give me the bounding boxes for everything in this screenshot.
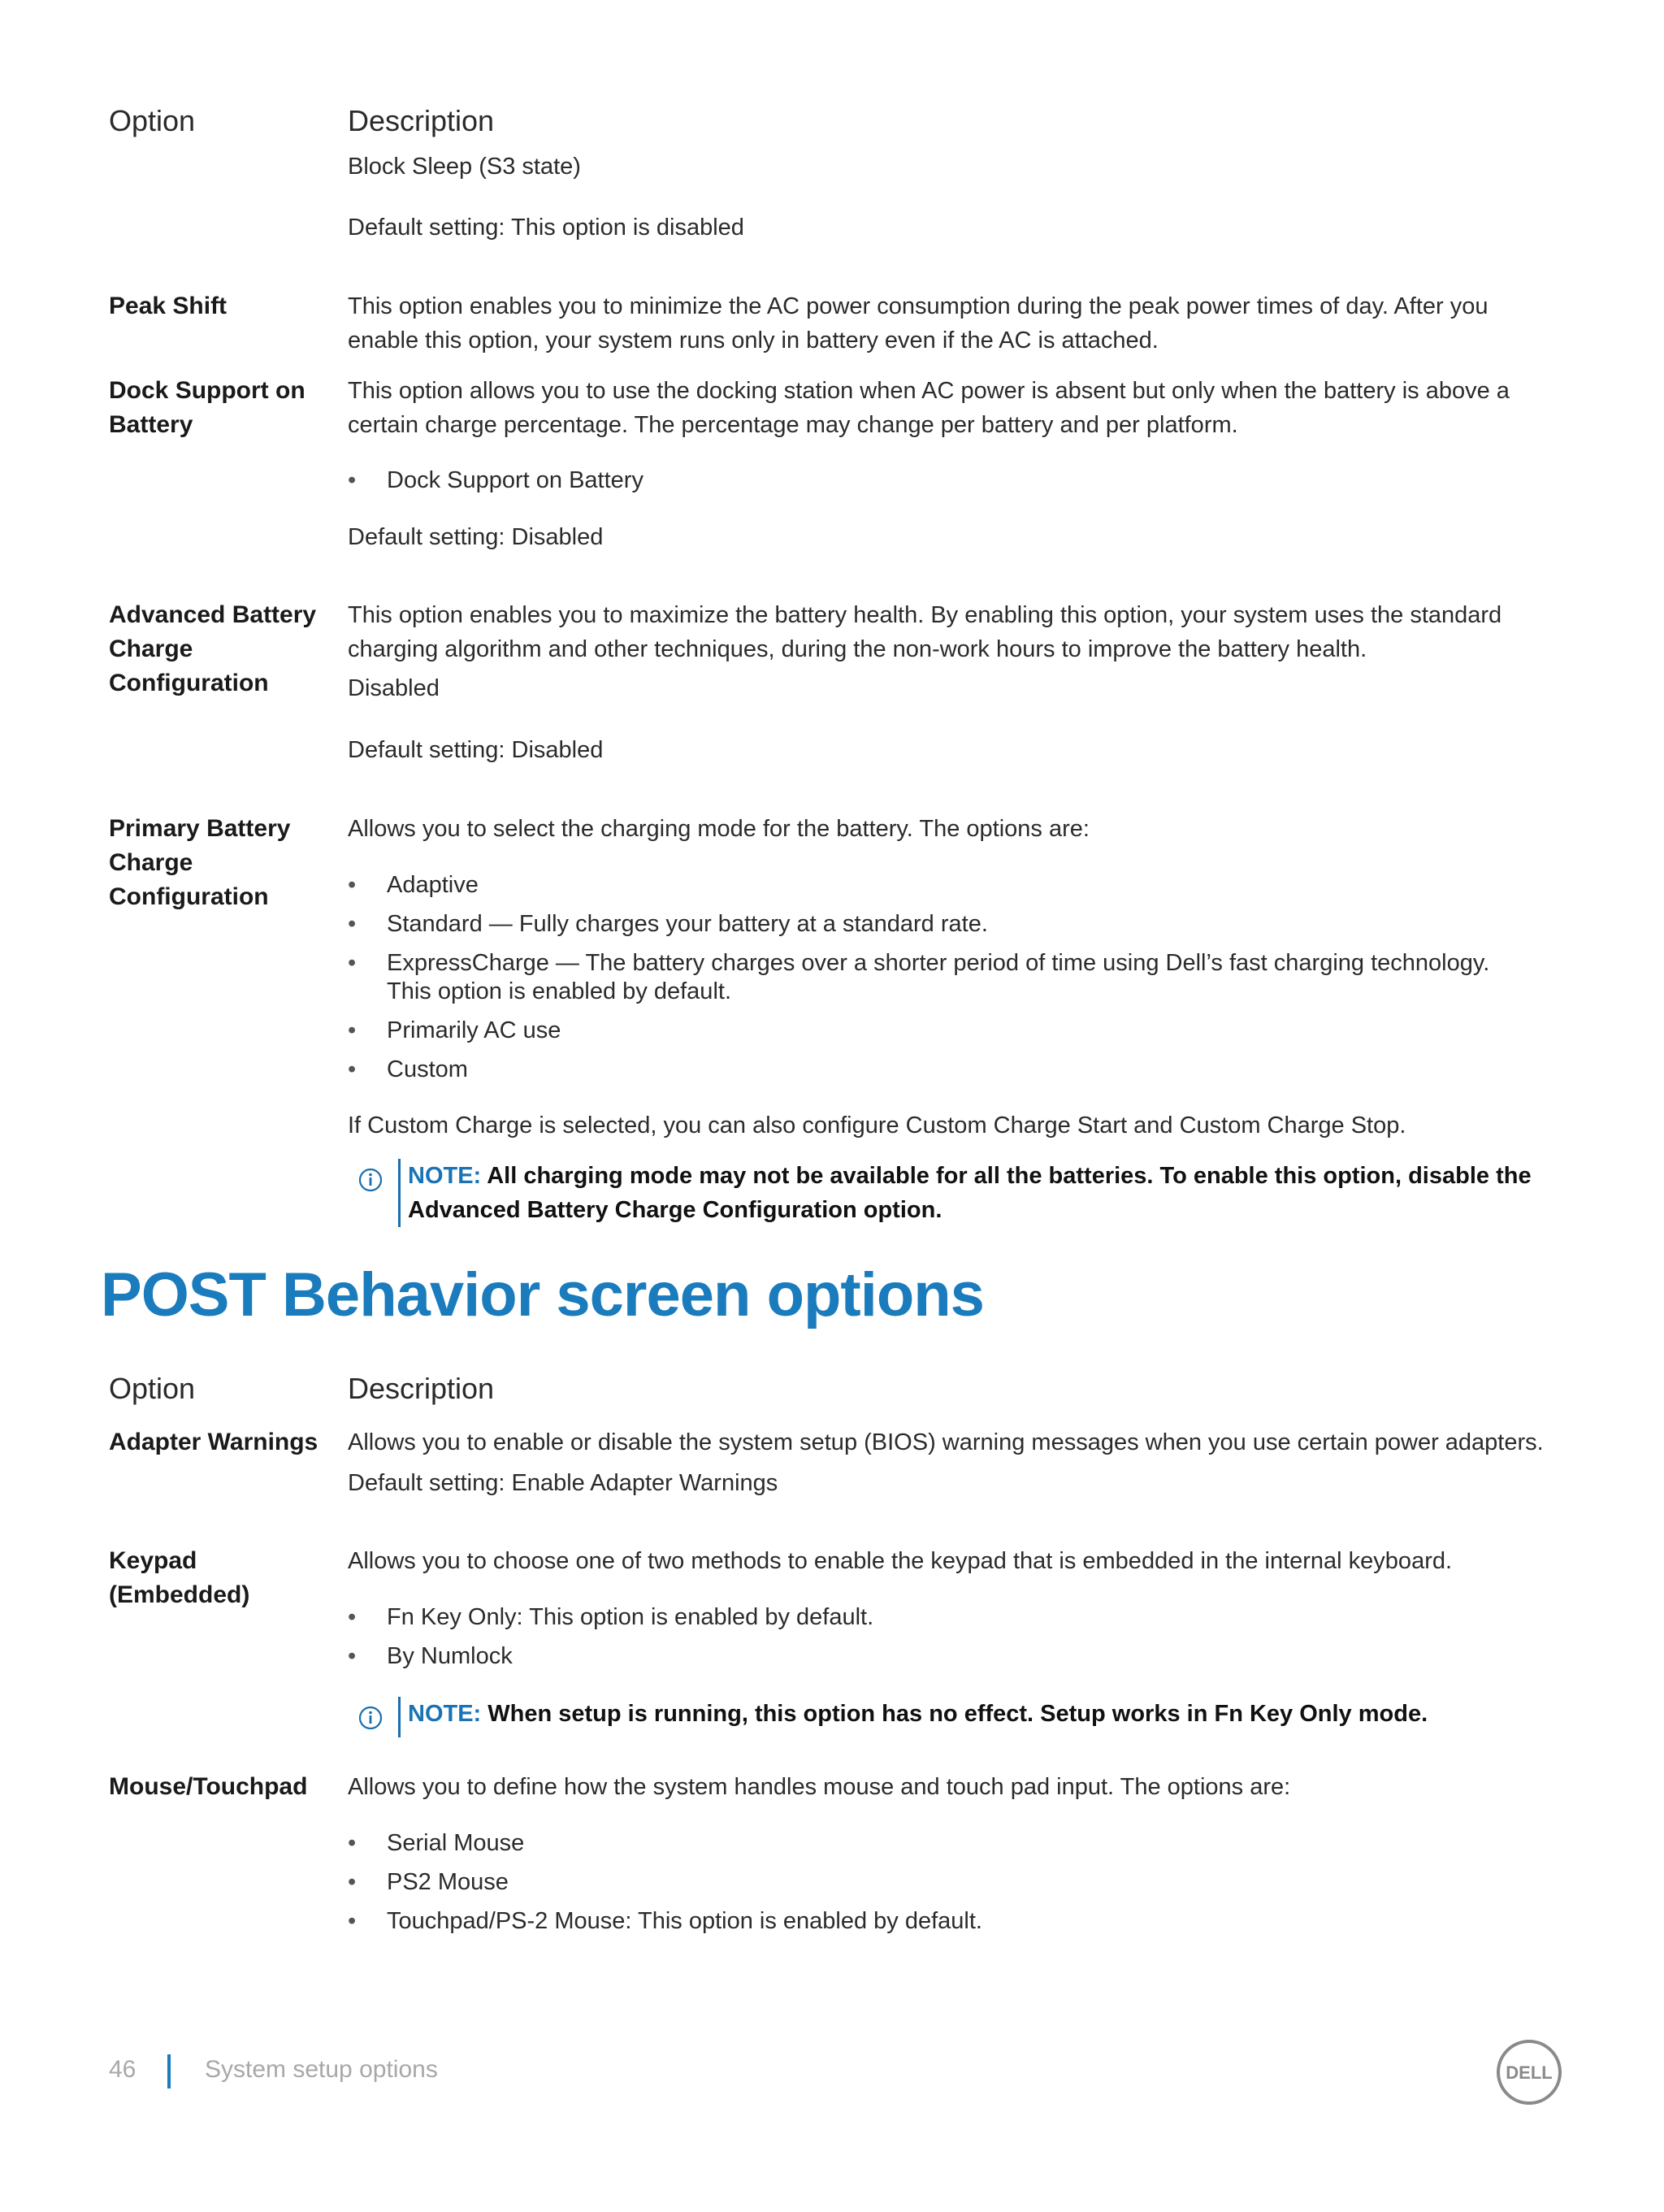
list-item: [348, 1829, 1566, 1858]
advanced-battery-label-line2: Charge: [109, 635, 193, 662]
note-line1: When setup is running, this option has no effect. Setup works in Fn Key Only mode.: [488, 1701, 1428, 1727]
adapter-warnings-desc: Allows you to enable or disable the system setup (BIOS) warning messages when you use certain power adapters.: [348, 1429, 1544, 1455]
block-sleep-default: Default setting: This option is disabled: [348, 215, 744, 241]
note-label: NOTE:: [408, 1163, 482, 1189]
list-item-continuation: [348, 978, 1566, 1006]
primary-battery-label-line2: Charge: [109, 849, 193, 876]
list-item: [348, 949, 1566, 978]
list-item: [348, 1642, 1566, 1671]
description-column-header: Description: [348, 1372, 495, 1405]
note-line1: All charging mode may not be available for all the batteries. To enable this option, disable the: [487, 1163, 1532, 1189]
note-box: [358, 1697, 1560, 1737]
footer-divider: [167, 2054, 171, 2088]
note-text: [408, 1697, 1562, 1731]
bullet-icon: •: [348, 1908, 357, 1934]
peak-shift-desc-line2: enable this option, your system runs only in battery even if the AC is attached.: [348, 327, 1159, 353]
bullet-icon: •: [348, 1017, 357, 1043]
peak-shift-desc-line1: This option enables you to minimize the AC power consumption during the peak power times of day. After you: [348, 293, 1488, 319]
bullet-icon: •: [348, 911, 357, 937]
list-item-text: Serial Mouse: [387, 1830, 525, 1856]
list-item-text: Adaptive: [387, 872, 479, 898]
list-item-text: Fn Key Only: This option is enabled by default.: [387, 1604, 874, 1630]
dock-support-default: Default setting: Disabled: [348, 524, 604, 550]
option-column-header: Option: [109, 1372, 196, 1405]
list-item-text: This option is enabled by default.: [387, 978, 731, 1004]
advanced-battery-desc-line1: This option enables you to maximize the battery health. By enabling this option, your system uses the standard: [348, 602, 1502, 628]
bullet-icon: •: [348, 467, 357, 493]
note-label: NOTE:: [408, 1701, 482, 1727]
info-icon: [358, 1705, 384, 1731]
list-item: [348, 871, 1566, 900]
list-item: [348, 1603, 1566, 1632]
note-divider: [398, 1697, 401, 1737]
description-column-header: Description: [348, 104, 495, 137]
list-item-text: PS2 Mouse: [387, 1869, 509, 1895]
note-text: [408, 1159, 1562, 1227]
list-item-text: By Numlock: [387, 1643, 513, 1669]
keypad-label-line1: Keypad: [109, 1547, 197, 1574]
note-divider: [398, 1159, 401, 1227]
info-icon: [358, 1167, 384, 1193]
bullet-icon: •: [348, 1056, 357, 1082]
mouse-touchpad-desc: Allows you to define how the system handles mouse and touch pad input. The options are:: [348, 1774, 1291, 1800]
dell-logo: [1495, 2038, 1563, 2106]
list-item: [348, 1017, 1566, 1045]
list-item: [348, 466, 1566, 495]
list-item-text: ExpressCharge — The battery charges over a shorter period of time using Dell’s fast charging technology.: [387, 950, 1490, 976]
block-sleep-text: Block Sleep (S3 state): [348, 154, 581, 180]
mouse-touchpad-label: Mouse/Touchpad: [109, 1773, 308, 1800]
dock-support-label-line2: Battery: [109, 411, 193, 438]
custom-charge-text: If Custom Charge is selected, you can also configure Custom Charge Start and Custom Charge Stop.: [348, 1113, 1406, 1139]
bullet-icon: •: [348, 1869, 357, 1895]
note-line2: Advanced Battery Charge Configuration option.: [408, 1197, 942, 1223]
bullet-icon: •: [348, 872, 357, 898]
list-item-text: Custom: [387, 1056, 468, 1082]
bullet-icon: •: [348, 1643, 357, 1669]
list-item-text: Touchpad/PS-2 Mouse: This option is enabled by default.: [387, 1908, 982, 1934]
advanced-battery-default: Default setting: Disabled: [348, 737, 604, 763]
primary-battery-label-line1: Primary Battery: [109, 815, 291, 842]
option-column-header: Option: [109, 104, 196, 137]
list-item: [348, 910, 1566, 939]
page-number: 46: [109, 2056, 136, 2083]
bullet-icon: •: [348, 950, 357, 976]
list-item-text: Standard — Fully charges your battery at a standard rate.: [387, 911, 988, 937]
dock-support-desc-line1: This option allows you to use the docking station when AC power is absent but only when the battery is above a: [348, 378, 1510, 404]
advanced-battery-label-line3: Configuration: [109, 670, 269, 696]
section-title: POST Behavior screen options: [101, 1260, 984, 1329]
primary-battery-label-line3: Configuration: [109, 883, 269, 910]
keypad-desc: Allows you to choose one of two methods to enable the keypad that is embedded in the internal keyboard.: [348, 1548, 1453, 1574]
bullet-icon: •: [348, 1830, 357, 1856]
advanced-battery-label-line1: Advanced Battery: [109, 601, 317, 628]
peak-shift-label: Peak Shift: [109, 293, 228, 319]
advanced-battery-value: Disabled: [348, 675, 440, 701]
list-item-text: Primarily AC use: [387, 1017, 561, 1043]
list-item: [348, 1056, 1566, 1084]
bullet-icon: •: [348, 1604, 357, 1630]
adapter-warnings-label: Adapter Warnings: [109, 1429, 318, 1455]
list-item: [348, 1868, 1566, 1897]
dock-support-label-line1: Dock Support on: [109, 377, 306, 404]
note-box: [358, 1159, 1560, 1227]
svg-text:DELL: DELL: [1506, 2062, 1553, 2083]
list-item: [348, 1907, 1566, 1936]
keypad-label-line2: (Embedded): [109, 1581, 250, 1608]
dock-support-desc-line2: certain charge percentage. The percentage may change per battery and per platform.: [348, 412, 1238, 438]
adapter-warnings-default: Default setting: Enable Adapter Warnings: [348, 1470, 778, 1496]
advanced-battery-desc-line2: charging algorithm and other techniques, during the non-work hours to improve the battery health.: [348, 636, 1367, 662]
list-item-text: Dock Support on Battery: [387, 467, 644, 493]
footer-section-title: System setup options: [205, 2056, 438, 2083]
primary-battery-desc: Allows you to select the charging mode for the battery. The options are:: [348, 816, 1090, 842]
